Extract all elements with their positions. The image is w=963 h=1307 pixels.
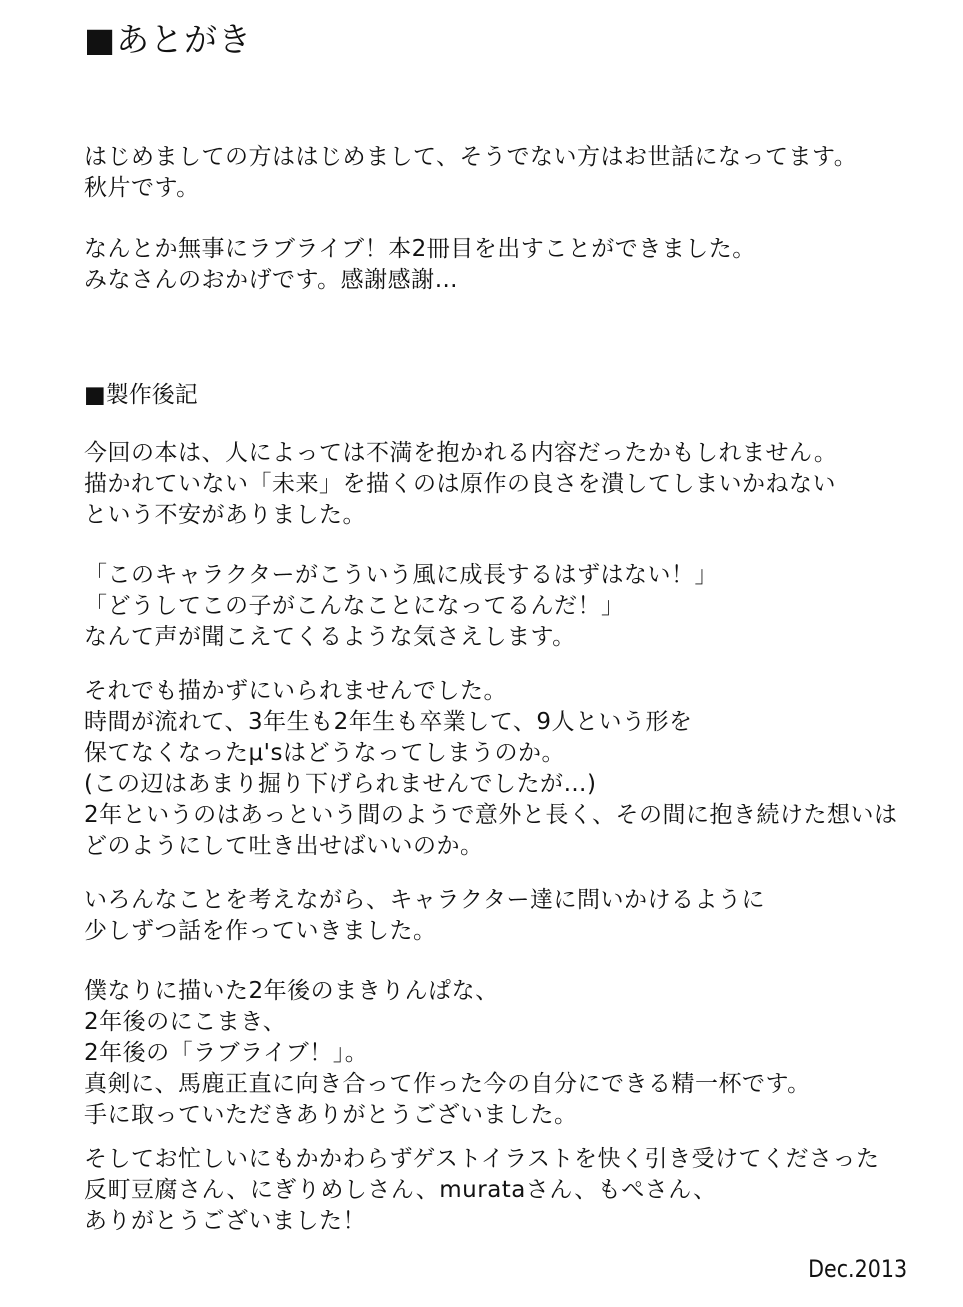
page-title: ■あとがき (84, 20, 253, 59)
paragraph-2 (84, 560, 718, 653)
text-line: どのようにして吐き出せばいいのか。 (84, 833, 484, 859)
thanks-paragraph (84, 234, 756, 296)
paragraph-6 (84, 1144, 880, 1237)
text-line: みなさんのおかげです。感謝感謝… (84, 267, 459, 293)
text-line: 2年というのはあっという間のようで意外と長く、その間に抱き続けた想いは (84, 802, 898, 828)
paragraph-5 (84, 976, 811, 1131)
section-heading: ■製作後記 (84, 382, 198, 408)
text-line: 「どうしてこの子がこんなことになってるんだ！」 (84, 593, 625, 619)
text-line: (この辺はあまり掘り下げられませんでしたが…) (84, 771, 597, 797)
text-line: 描かれていない「未来」を描くのは原作の良さを潰してしまいかねない (84, 471, 836, 497)
text-line: はじめましての方ははじめまして、そうでない方はお世話になってます。 (84, 144, 858, 170)
text-line: なんとか無事にラブライブ！本2冊目を出すことができました。 (84, 236, 756, 262)
text-line: 今回の本は、人によっては不満を抱かれる内容だったかもしれません。 (84, 440, 838, 466)
date-signature: Dec.2013 (807, 1255, 907, 1283)
text-line: 僕なりに描いた2年後のまきりんぱな、 (84, 978, 499, 1004)
text-line: 保てなくなったμ'sはどうなってしまうのか。 (84, 740, 565, 766)
text-line: 2年後の「ラブライブ！」。 (84, 1040, 369, 1066)
text-line: 秋片です。 (84, 175, 200, 201)
text-line: そしてお忙しいにもかかわらずゲストイラストを快く引き受けてくださった (84, 1146, 880, 1172)
text-line: 手に取っていただきありがとうございました。 (84, 1102, 578, 1128)
text-line: それでも描かずにいられませんでした。 (84, 678, 507, 704)
text-line: 時間が流れて、3年生も2年生も卒業して、9人という形を (84, 709, 693, 735)
text-line: いろんなことを考えながら、キャラクター達に問いかけるように (84, 887, 766, 913)
text-line: 少しずつ話を作っていきました。 (84, 918, 437, 944)
paragraph-1 (84, 438, 837, 531)
text-line: という不安がありました。 (84, 502, 366, 528)
intro-paragraph (84, 142, 857, 204)
text-line: なんて声が聞こえてくるような気さえします。 (84, 624, 576, 650)
paragraph-3 (84, 676, 897, 862)
paragraph-4 (84, 885, 765, 947)
text-line: 「このキャラクターがこういう風に成長するはずはない！」 (84, 562, 719, 588)
text-line: 反町豆腐さん、にぎりめしさん、murataさん、もぺさん、 (84, 1177, 717, 1203)
text-line: 真剣に、馬鹿正直に向き合って作った今の自分にできる精一杯です。 (84, 1071, 811, 1097)
text-line: 2年後のにこまき、 (84, 1009, 287, 1035)
text-line: ありがとうございました！ (84, 1208, 366, 1234)
